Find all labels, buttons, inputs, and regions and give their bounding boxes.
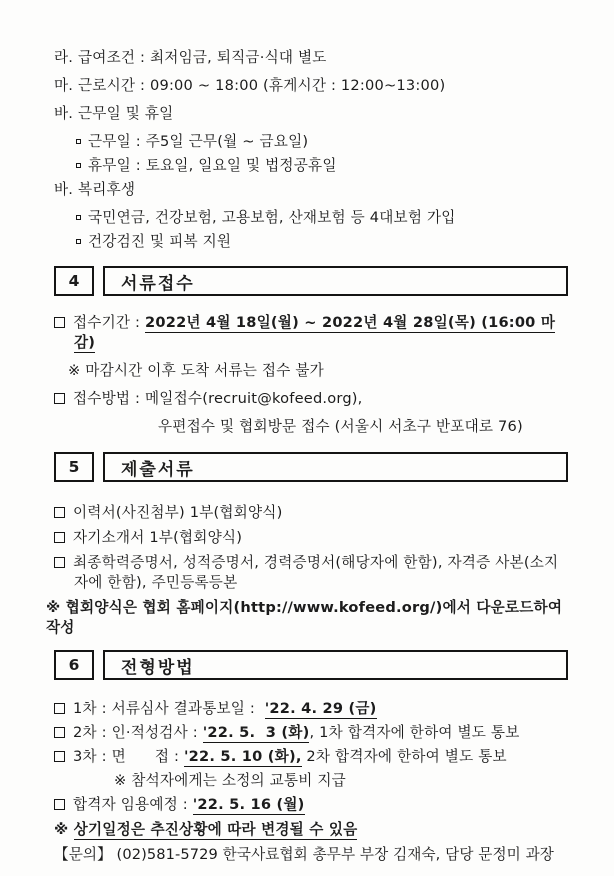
intro-item-text: 근로시간 : 09:00 ~ 18:00 (휴게시간 : 12:00~13:00) — [77, 77, 446, 94]
submission-period-line — [54, 313, 568, 353]
round3-suffix: 2차 합격자에 한하여 별도 통보 — [301, 748, 507, 765]
sub-item-text: 근무일 : 주5일 근무(월 ~ 금요일) — [88, 133, 309, 150]
section-title-box — [103, 452, 568, 482]
hire-date-line — [54, 795, 568, 815]
schedule-note-text: 상기일정은 추진상황에 따라 변경될 수 있음 — [73, 821, 358, 838]
hire-date: '22. 5. 16 (월) — [192, 796, 305, 813]
checkbox-bullet-icon — [54, 727, 65, 738]
workdays-sub-item — [54, 132, 568, 152]
intro-item-text: 복리후생 — [77, 181, 136, 198]
section-title-box — [103, 650, 568, 680]
square-bullet-icon — [76, 163, 81, 168]
submission-method-line — [54, 389, 568, 409]
intro-item-label: 마. — [54, 77, 74, 94]
deadline-note: ※ 마감시간 이후 도착 서류는 접수 불가 — [68, 362, 324, 379]
workdays-sub-item — [54, 156, 568, 176]
document-item-text: 자기소개서 1부(협회양식) — [73, 529, 243, 546]
checkbox-bullet-icon — [54, 557, 65, 568]
transport-note-line — [54, 771, 568, 791]
section-required-documents — [46, 452, 568, 638]
checkbox-bullet-icon — [54, 799, 65, 810]
intro-item-salary — [54, 48, 568, 68]
checkbox-bullet-icon — [54, 751, 65, 762]
period-label: 접수기간 : — [73, 314, 145, 331]
round3-date: '22. 5. 10 (화), — [184, 748, 302, 765]
section-number: 4 — [68, 272, 80, 290]
method-value: 메일접수(recruit@kofeed.org), — [145, 390, 363, 407]
section-number-box — [54, 452, 94, 482]
transport-note: ※ 참석자에게는 소정의 교통비 지급 — [114, 772, 346, 789]
deadline-note-line — [54, 361, 568, 381]
document-item — [54, 503, 568, 523]
intro-section — [54, 48, 568, 252]
document-item-text: 이력서(사진첨부) 1부(협회양식) — [73, 504, 283, 521]
section-number-box — [54, 650, 94, 680]
round2-suffix: , 1차 합격자에 한하여 별도 통보 — [309, 724, 520, 741]
round1-prefix: 1차 : 서류심사 결과통보일 : — [73, 700, 265, 717]
sub-item-text: 국민연금, 건강보험, 고용보험, 산재보험 등 4대보험 가입 — [88, 209, 456, 226]
section-title: 전형방법 — [121, 657, 195, 678]
round3-line — [54, 747, 568, 767]
round1-line — [54, 699, 568, 719]
checkbox-bullet-icon — [54, 507, 65, 518]
document-item — [54, 528, 568, 548]
welfare-sub-item — [54, 232, 568, 252]
section-title: 제출서류 — [121, 459, 195, 480]
section-selection-process — [54, 650, 568, 840]
document-item-text: 최종학력증명서, 성적증명서, 경력증명서(해당자에 한함), 자격증 사본(소지자에 한함), 주민등록등본 — [73, 554, 559, 591]
checkbox-bullet-icon — [54, 393, 65, 404]
method-label: 접수방법 : — [73, 390, 145, 407]
section-header — [54, 266, 568, 296]
intro-item-label: 라. — [54, 49, 74, 66]
intro-item-text: 근무일 및 휴일 — [77, 105, 174, 122]
hire-prefix: 합격자 임용예정 : — [73, 796, 193, 813]
section-number: 5 — [68, 458, 80, 476]
section-number: 6 — [68, 656, 80, 674]
section-title: 서류접수 — [121, 273, 195, 294]
section-document-submission — [54, 266, 568, 437]
round1-date: '22. 4. 29 (금) — [264, 700, 377, 717]
section-title-box — [103, 266, 568, 296]
checkbox-bullet-icon — [54, 703, 65, 714]
sub-item-text: 휴무일 : 토요일, 일요일 및 법정공휴일 — [88, 157, 337, 174]
reference-mark: ※ — [54, 821, 74, 838]
section-header — [54, 452, 568, 482]
document-item — [54, 553, 568, 593]
welfare-sub-item — [54, 208, 568, 228]
square-bullet-icon — [76, 139, 81, 144]
checkbox-bullet-icon — [54, 532, 65, 543]
round2-date: '22. 5. 3 (화) — [202, 724, 310, 741]
intro-item-label: 바. — [54, 181, 74, 198]
intro-item-text: 급여조건 : 최저임금, 퇴직금·식대 별도 — [77, 49, 327, 66]
square-bullet-icon — [76, 239, 81, 244]
submission-method-line2 — [54, 417, 568, 437]
checkbox-bullet-icon — [54, 317, 65, 328]
intro-item-label: 바. — [54, 105, 74, 122]
square-bullet-icon — [76, 215, 81, 220]
section-header — [54, 650, 568, 680]
form-download-note-text: ※ 협회양식은 협회 홈페이지(http://www.kofeed.org/)에서 다운로드하여 작성 — [46, 599, 568, 636]
section-number-box — [54, 266, 94, 296]
contact-line — [54, 845, 568, 865]
intro-item-welfare — [54, 180, 568, 200]
round2-line — [54, 723, 568, 743]
contact-text: 【문의】 (02)581-5729 한국사료협회 총무부 부장 김재숙, 담당 문정미 과장 — [54, 846, 555, 863]
schedule-change-note — [54, 820, 568, 840]
round3-prefix: 3차 : 면 접 : — [73, 748, 185, 765]
form-download-note — [46, 598, 568, 638]
intro-item-workdays — [54, 104, 568, 124]
round2-prefix: 2차 : 인·적성검사 : — [73, 724, 203, 741]
intro-item-hours — [54, 76, 568, 96]
method-line2: 우편접수 및 협회방문 접수 (서울시 서초구 반포대로 76) — [158, 418, 523, 435]
period-value: 2022년 4월 18일(월) ~ 2022년 4월 28일(목) (16:00 마감) — [74, 314, 556, 351]
sub-item-text: 건강검진 및 피복 지원 — [88, 233, 232, 250]
